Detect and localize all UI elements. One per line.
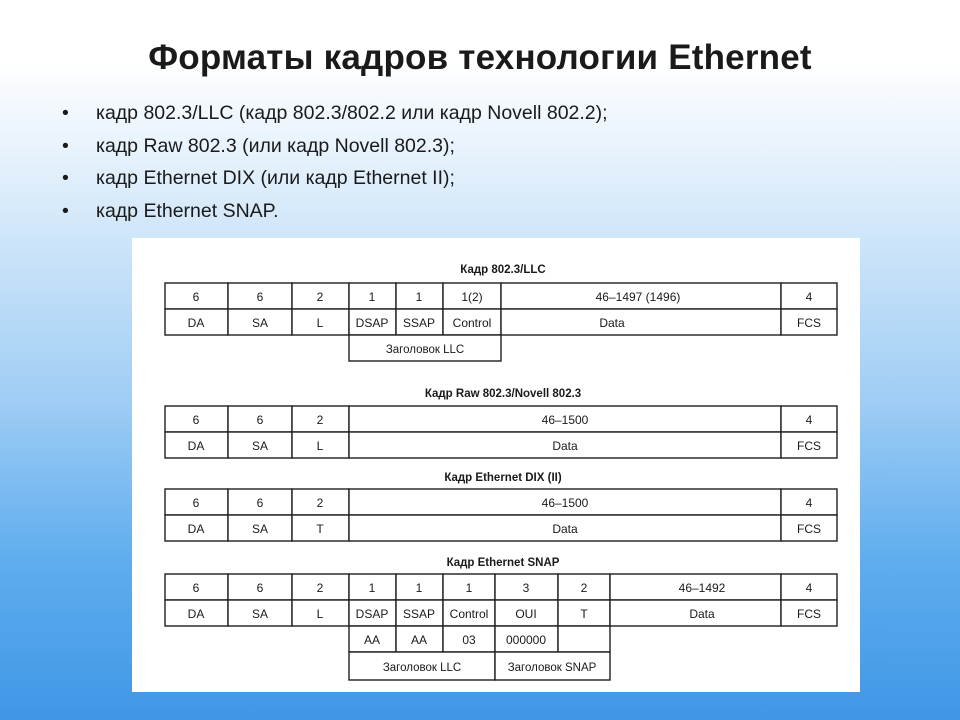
frame-ethernet-snap xyxy=(165,557,837,680)
field-size: 2 xyxy=(316,496,324,510)
field-name: L xyxy=(316,316,324,330)
field-size: 46–1492 xyxy=(678,581,726,595)
field-name: DSAP xyxy=(355,607,389,621)
field-name: L xyxy=(316,439,324,453)
field-size: 4 xyxy=(805,581,813,595)
bullet-text: кадр 802.3/LLC (кадр 802.3/802.2 или кадр Novell 802.2); xyxy=(96,102,608,124)
field-name: FCS xyxy=(797,607,821,621)
field-size: 1 xyxy=(415,290,423,304)
bullet-item xyxy=(62,131,608,164)
bullet-list xyxy=(62,98,608,228)
field-name: Control xyxy=(449,607,489,621)
field-size: 46–1500 xyxy=(541,413,589,427)
field-value: AA xyxy=(363,633,381,647)
field-name: DA xyxy=(187,439,205,453)
field-size: 1 xyxy=(465,581,473,595)
field-size: 6 xyxy=(192,413,200,427)
field-value-cell xyxy=(558,626,610,652)
field-name: SA xyxy=(251,316,269,330)
field-name: OUI xyxy=(515,607,537,621)
field-name: Data xyxy=(552,439,578,453)
field-name: Data xyxy=(552,522,578,536)
frame-raw-802-3 xyxy=(165,388,837,458)
field-name: FCS xyxy=(797,522,821,536)
field-size: 6 xyxy=(256,290,264,304)
field-name: SA xyxy=(251,607,269,621)
field-value: AA xyxy=(410,633,428,647)
field-value: 03 xyxy=(462,633,476,647)
bullet-dot: • xyxy=(62,167,69,189)
bullet-item xyxy=(62,98,608,131)
field-size: 2 xyxy=(316,290,324,304)
field-name: SSAP xyxy=(402,316,436,330)
llc-header-label: Заголовок LLC xyxy=(385,344,465,356)
field-name: SSAP xyxy=(402,607,436,621)
frame-802-3-llc xyxy=(165,264,837,361)
field-size: 6 xyxy=(256,413,264,427)
field-size: 6 xyxy=(256,581,264,595)
bullet-text: кадр Raw 802.3 (или кадр Novell 802.3); xyxy=(96,134,455,157)
frame-formats-diagram xyxy=(132,238,860,692)
field-size: 46–1500 xyxy=(541,496,589,510)
llc-header-label: Заголовок LLC xyxy=(382,662,462,674)
field-size: 3 xyxy=(522,581,530,595)
field-size: 4 xyxy=(805,290,813,304)
field-name: T xyxy=(316,522,324,536)
field-size: 6 xyxy=(192,290,200,304)
field-name: FCS xyxy=(797,439,821,453)
field-value: 000000 xyxy=(505,633,547,647)
frame-caption: Кадр 802.3/LLC xyxy=(460,264,546,276)
field-size: 1 xyxy=(368,290,376,304)
bullet-item xyxy=(62,163,608,196)
bullet-text: кадр Ethernet SNAP. xyxy=(96,199,279,222)
field-size: 1 xyxy=(415,581,423,595)
field-size: 6 xyxy=(192,581,200,595)
field-name: SA xyxy=(251,439,269,453)
field-name: L xyxy=(316,607,324,621)
bullet-text: кадр Ethernet DIX (или кадр Ethernet II); xyxy=(96,167,455,189)
field-name: DSAP xyxy=(355,316,389,330)
field-name: DA xyxy=(187,522,205,536)
field-name: T xyxy=(580,607,588,621)
field-size: 6 xyxy=(192,496,200,510)
snap-header-label: Заголовок SNAP xyxy=(507,662,597,674)
field-size: 2 xyxy=(580,581,588,595)
field-size: 1 xyxy=(368,581,376,595)
frame-caption: Кадр Ethernet DIX (II) xyxy=(444,472,562,484)
bullet-dot: • xyxy=(62,134,69,157)
bullet-item xyxy=(62,196,608,229)
frame-caption: Кадр Raw 802.3/Novell 802.3 xyxy=(424,388,582,400)
field-size: 6 xyxy=(256,496,264,510)
field-name: Data xyxy=(599,316,625,330)
field-size: 1(2) xyxy=(461,290,483,304)
frame-formats-figure xyxy=(132,238,860,692)
field-size: 2 xyxy=(316,581,324,595)
field-size: 4 xyxy=(805,496,813,510)
bullet-dot: • xyxy=(62,199,69,222)
frame-caption: Кадр Ethernet SNAP xyxy=(446,557,560,569)
field-name: Data xyxy=(689,607,715,621)
field-name: FCS xyxy=(797,316,821,330)
field-size: 4 xyxy=(805,413,813,427)
field-name: Control xyxy=(452,316,492,330)
field-name-cell xyxy=(501,309,781,335)
bullet-dot: • xyxy=(62,102,69,124)
slide-title: Форматы кадров технологии Ethernet xyxy=(148,38,812,77)
field-name: SA xyxy=(251,522,269,536)
field-size: 2 xyxy=(316,413,324,427)
field-name: DA xyxy=(187,607,205,621)
frame-ethernet-dix xyxy=(165,472,837,541)
field-name: DA xyxy=(187,316,205,330)
field-size: 46–1497 (1496) xyxy=(595,290,681,304)
